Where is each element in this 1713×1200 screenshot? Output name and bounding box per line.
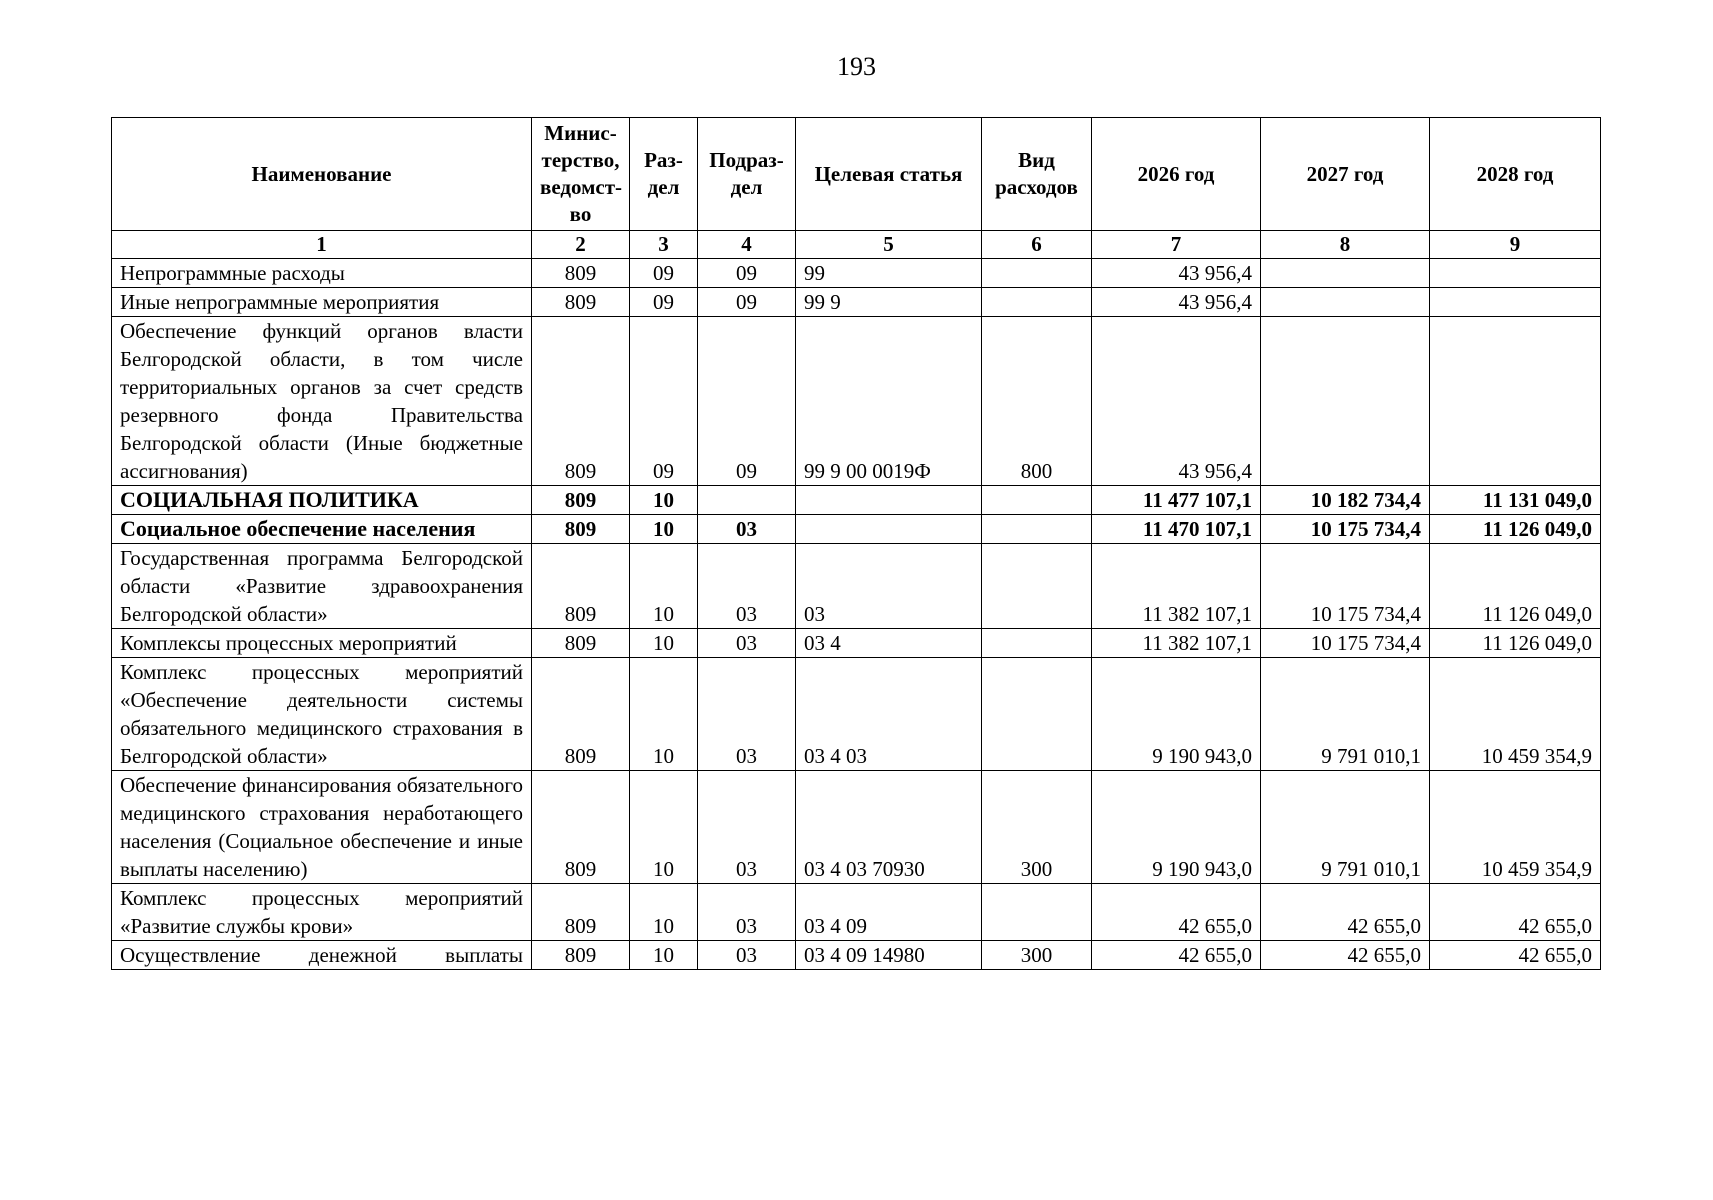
column-number: 1 <box>112 231 532 259</box>
row-2026: 43 956,4 <box>1092 288 1261 317</box>
row-subsection: 03 <box>698 544 796 629</box>
row-target <box>796 486 982 515</box>
column-number: 7 <box>1092 231 1261 259</box>
row-2028: 42 655,0 <box>1430 884 1601 941</box>
row-section: 09 <box>630 259 698 288</box>
row-2027 <box>1261 317 1430 486</box>
table-row <box>112 658 1601 771</box>
row-2028: 11 131 049,0 <box>1430 486 1601 515</box>
row-ministry: 809 <box>532 629 630 658</box>
row-ministry: 809 <box>532 544 630 629</box>
row-2028: 10 459 354,9 <box>1430 658 1601 771</box>
row-2026: 42 655,0 <box>1092 884 1261 941</box>
row-2028: 11 126 049,0 <box>1430 629 1601 658</box>
row-ministry: 809 <box>532 486 630 515</box>
row-subsection: 09 <box>698 317 796 486</box>
row-subsection: 09 <box>698 259 796 288</box>
row-expense-type: 300 <box>982 941 1092 970</box>
row-2026: 11 470 107,1 <box>1092 515 1261 544</box>
row-ministry: 809 <box>532 884 630 941</box>
column-number: 2 <box>532 231 630 259</box>
header-2026: 2026 год <box>1092 118 1261 231</box>
header-name: Наименование <box>112 118 532 231</box>
row-name: Социальное обеспечение населения <box>112 515 532 544</box>
row-ministry: 809 <box>532 941 630 970</box>
row-name: Государственная программа Белгородской области «Развитие здравоохранения Белгородской области» <box>112 544 532 629</box>
table-row <box>112 486 1601 515</box>
row-2027: 10 175 734,4 <box>1261 515 1430 544</box>
row-target: 03 4 09 <box>796 884 982 941</box>
column-number: 3 <box>630 231 698 259</box>
row-2026: 11 477 107,1 <box>1092 486 1261 515</box>
row-expense-type: 300 <box>982 771 1092 884</box>
column-number: 8 <box>1261 231 1430 259</box>
row-subsection <box>698 486 796 515</box>
row-expense-type <box>982 486 1092 515</box>
column-number: 6 <box>982 231 1092 259</box>
row-2026: 9 190 943,0 <box>1092 771 1261 884</box>
row-expense-type <box>982 658 1092 771</box>
row-subsection: 03 <box>698 884 796 941</box>
row-target <box>796 515 982 544</box>
row-2027: 10 175 734,4 <box>1261 629 1430 658</box>
row-2028: 11 126 049,0 <box>1430 515 1601 544</box>
row-2028: 10 459 354,9 <box>1430 771 1601 884</box>
row-target: 99 9 00 0019Ф <box>796 317 982 486</box>
row-2028 <box>1430 259 1601 288</box>
table-row <box>112 771 1601 884</box>
row-target: 99 9 <box>796 288 982 317</box>
column-number: 5 <box>796 231 982 259</box>
table-row <box>112 544 1601 629</box>
row-expense-type: 800 <box>982 317 1092 486</box>
row-expense-type <box>982 544 1092 629</box>
row-target: 03 4 <box>796 629 982 658</box>
row-2028 <box>1430 288 1601 317</box>
row-target: 03 <box>796 544 982 629</box>
row-section: 10 <box>630 771 698 884</box>
header-2027: 2027 год <box>1261 118 1430 231</box>
row-2026: 43 956,4 <box>1092 317 1261 486</box>
row-name: Комплекс процессных мероприятий «Развитие службы крови» <box>112 884 532 941</box>
row-target: 03 4 03 70930 <box>796 771 982 884</box>
table-header-row <box>112 118 1601 231</box>
row-subsection: 09 <box>698 288 796 317</box>
table-row <box>112 515 1601 544</box>
row-section: 10 <box>630 486 698 515</box>
row-expense-type <box>982 288 1092 317</box>
row-name: Комплекс процессных мероприятий «Обеспечение деятельности системы обязательного медицинского страхования в Белгородской области» <box>112 658 532 771</box>
row-subsection: 03 <box>698 515 796 544</box>
row-name: СОЦИАЛЬНАЯ ПОЛИТИКА <box>112 486 532 515</box>
row-target: 03 4 09 14980 <box>796 941 982 970</box>
row-name: Иные непрограммные мероприятия <box>112 288 532 317</box>
header-ministry: Минис-терство, ведомст-во <box>532 118 630 231</box>
row-2028: 11 126 049,0 <box>1430 544 1601 629</box>
row-name: Комплексы процессных мероприятий <box>112 629 532 658</box>
page-number: 193 <box>837 52 876 81</box>
table-row <box>112 941 1601 970</box>
row-ministry: 809 <box>532 658 630 771</box>
row-ministry: 809 <box>532 288 630 317</box>
row-subsection: 03 <box>698 629 796 658</box>
row-name: Непрограммные расходы <box>112 259 532 288</box>
table-row <box>112 288 1601 317</box>
row-section: 10 <box>630 941 698 970</box>
column-number-row <box>112 231 1601 259</box>
row-2026: 11 382 107,1 <box>1092 544 1261 629</box>
row-2028 <box>1430 317 1601 486</box>
table-row <box>112 259 1601 288</box>
row-2027 <box>1261 288 1430 317</box>
row-2027: 9 791 010,1 <box>1261 658 1430 771</box>
header-subsection: Подраз-дел <box>698 118 796 231</box>
row-2026: 43 956,4 <box>1092 259 1261 288</box>
header-section: Раз-дел <box>630 118 698 231</box>
row-2027: 42 655,0 <box>1261 884 1430 941</box>
row-ministry: 809 <box>532 515 630 544</box>
row-section: 10 <box>630 629 698 658</box>
row-name: Осуществление денежной выплаты <box>112 941 532 970</box>
row-section: 09 <box>630 317 698 486</box>
row-expense-type <box>982 259 1092 288</box>
row-section: 09 <box>630 288 698 317</box>
row-2027: 10 182 734,4 <box>1261 486 1430 515</box>
budget-table <box>111 117 1601 970</box>
row-name: Обеспечение функций органов власти Белгородской области, в том числе территориальных органов за счет средств резервного фонда Правительства Белгородской области (Иные бюджетные ассигнования) <box>112 317 532 486</box>
row-subsection: 03 <box>698 658 796 771</box>
row-subsection: 03 <box>698 771 796 884</box>
row-section: 10 <box>630 515 698 544</box>
header-expense-type: Вид расходов <box>982 118 1092 231</box>
row-2026: 42 655,0 <box>1092 941 1261 970</box>
row-2027: 9 791 010,1 <box>1261 771 1430 884</box>
row-2027: 10 175 734,4 <box>1261 544 1430 629</box>
column-number: 4 <box>698 231 796 259</box>
row-subsection: 03 <box>698 941 796 970</box>
column-number: 9 <box>1430 231 1601 259</box>
row-ministry: 809 <box>532 317 630 486</box>
row-section: 10 <box>630 658 698 771</box>
row-ministry: 809 <box>532 259 630 288</box>
table-row <box>112 629 1601 658</box>
row-2026: 9 190 943,0 <box>1092 658 1261 771</box>
row-expense-type <box>982 884 1092 941</box>
header-2028: 2028 год <box>1430 118 1601 231</box>
row-2027 <box>1261 259 1430 288</box>
row-2028: 42 655,0 <box>1430 941 1601 970</box>
table-row <box>112 884 1601 941</box>
row-section: 10 <box>630 544 698 629</box>
row-target: 03 4 03 <box>796 658 982 771</box>
header-target: Целевая статья <box>796 118 982 231</box>
row-expense-type <box>982 515 1092 544</box>
row-expense-type <box>982 629 1092 658</box>
row-2026: 11 382 107,1 <box>1092 629 1261 658</box>
table-row <box>112 317 1601 486</box>
row-name: Обеспечение финансирования обязательного медицинского страхования неработающего населения (Социальное обеспечение и иные выплаты населению) <box>112 771 532 884</box>
row-section: 10 <box>630 884 698 941</box>
row-2027: 42 655,0 <box>1261 941 1430 970</box>
row-target: 99 <box>796 259 982 288</box>
row-ministry: 809 <box>532 771 630 884</box>
